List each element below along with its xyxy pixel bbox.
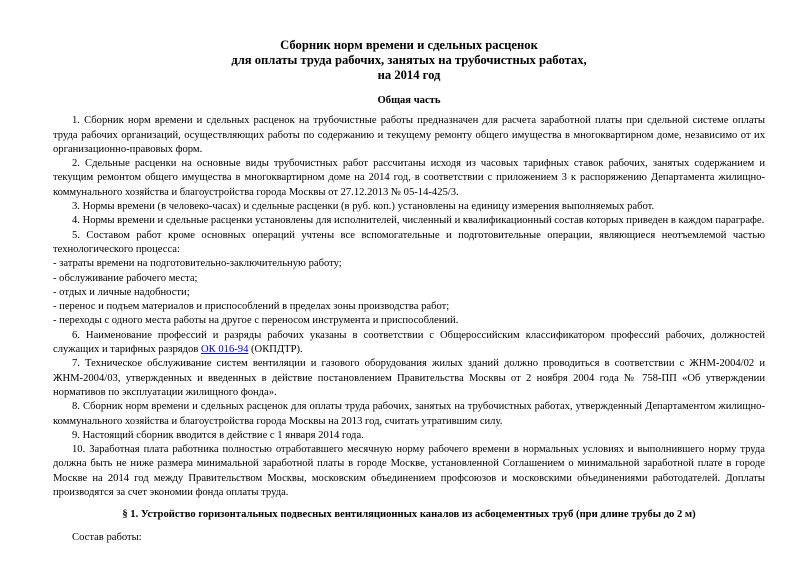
process-list <box>53 257 765 328</box>
paragraph-4: 4. Нормы времени и сдельные расценки установлены для исполнителей, численный и квалификационный состав которых приведен в каждом параграфе. <box>72 215 765 227</box>
section-general-heading: Общая часть <box>377 95 441 106</box>
paragraph-5: 5. Составом работ кроме основных операций учтены все вспомогательные и подготовительные операции, являющиеся неотъемлемой частью технологического процесса: <box>53 229 765 255</box>
document-title-line-1: Сборник норм времени и сдельных расценок <box>280 38 538 52</box>
paragraph-2: 2. Сдельные расценки на основные виды трубочистных работ рассчитаны исходя из часовых тарифных ставок рабочих, занятых содержанием и текущим ремонтом общего имущества в многоквартирном доме на 2014 год, в соответствии с приложением 3 к распоряжению Департамента жилищно-коммунального хозяйства и благоустройства города Москвы от 27.12.2013 № 05-14-425/3. <box>53 158 765 198</box>
paragraph-3: 3. Нормы времени (в человеко-часах) и сдельные расценки (в руб. коп.) установлены на единицу измерения выполняемых работ. <box>72 201 655 213</box>
list-item: - затраты времени на подготовительно-заключительную работу; <box>53 258 342 270</box>
list-item: - отдых и личные надобности; <box>53 286 190 298</box>
paragraph-8: 8. Сборник норм времени и сдельных расценок для оплаты труда рабочих, занятых на трубочистных работах, утвержденный Департаментом жилищно-коммунального хозяйства и благоустройства города Москвы на 2013 год, считать утратившим силу. <box>53 401 765 427</box>
paragraph-9: 9. Настоящий сборник вводится в действие с 1 января 2014 года. <box>72 429 364 441</box>
paragraph-10: 10. Заработная плата работника полностью отработавшего месячную норму рабочего времени в нормальных условиях и выполнившего норму труда должна быть не ниже размера минимальной заработной платы в городе Москве, установленной Соглашением о минимальной заработной плате в городе Москве на 2014 год между Правительством Москвы, московским объединением профсоюзов и московскими объединениями работодателей. Доплаты производятся за счет экономии фонда оплаты труда. <box>53 444 765 499</box>
paragraph-7: 7. Техническое обслуживание систем вентиляции и газового оборудования жилых зданий должно проводиться в соответствии с ЖНМ-2004/02 и ЖНМ-2004/03, утвержденных и введенных в действие постановлением Правительства Москвы от 2 ноября 2004 года № 758-ПП «Об утверждении нормативов по эксплуатации жилищного фонда». <box>53 358 765 398</box>
list-item: - обслуживание рабочего места; <box>53 272 198 284</box>
paragraph-6 <box>53 329 765 358</box>
list-item: - переходы с одного места работы на другое с переносом инструмента и приспособлений. <box>53 315 459 327</box>
okpdtr-link[interactable]: ОК 016-94 <box>200 344 249 356</box>
paragraph-6-text: 6. Наименование профессий и разряды рабочих указаны в соответствии с Общероссийским классификатором профессий рабочих, должностей служащих и тарифных разрядов <box>53 329 765 356</box>
paragraph-6-suffix: (ОКПДТР). <box>248 344 303 356</box>
paragraph-1: 1. Сборник норм времени и сдельных расценок на трубочистные работы предназначен для расчета заработной платы при сдельной системе оплаты труда рабочих организаций, осуществляющих работы по содержанию и текущему ремонту общего имущества в многоквартирном доме, независимо от их организационно-правовых форм. <box>53 115 765 155</box>
document-page <box>53 38 765 545</box>
document-title-line-3: на 2014 год <box>377 68 441 82</box>
document-title-line-2: для оплаты труда рабочих, занятых на трубочистных работах, <box>231 53 587 67</box>
list-item: - перенос и подъем материалов и приспособлений в пределах зоны производства работ; <box>53 301 450 313</box>
section-1-heading: § 1. Устройство горизонтальных подвесных вентиляционных каналов из асбоцементных труб (при длине трубы до 2 м) <box>122 509 696 521</box>
work-composition-label: Состав работы: <box>72 531 142 543</box>
